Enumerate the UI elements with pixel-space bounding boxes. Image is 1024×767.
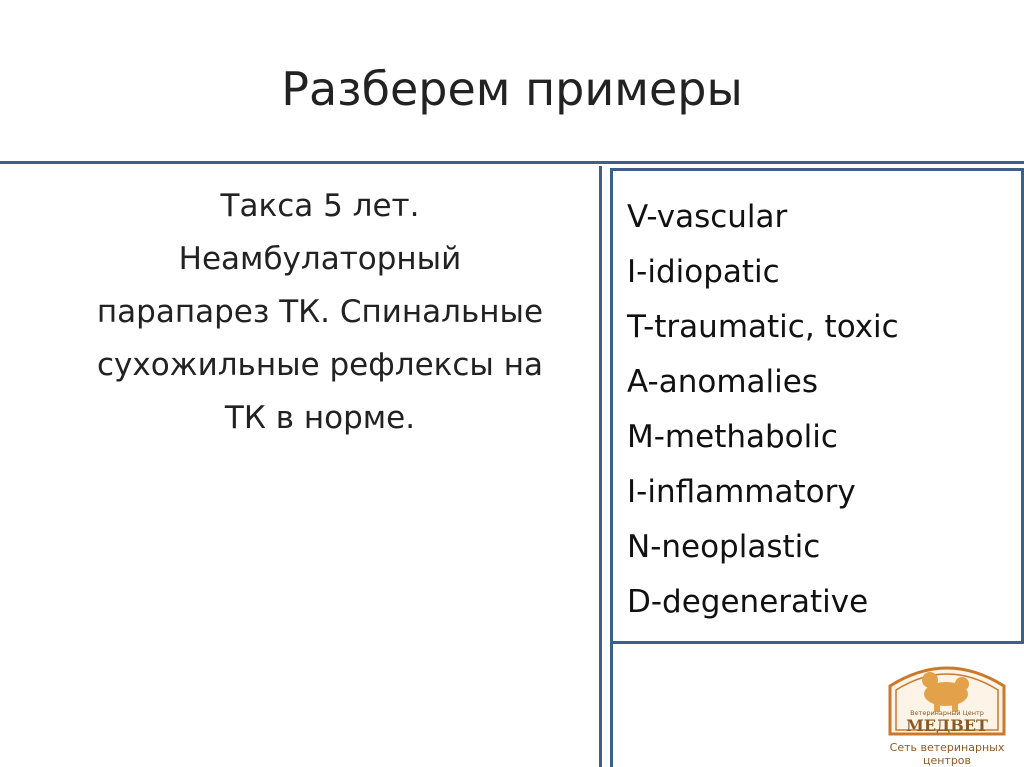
case-description <box>40 180 600 445</box>
logo-top-text: Ветеринарный Центр <box>910 709 984 717</box>
list-item: I-inflammatory <box>627 474 856 510</box>
case-line: парапарез ТК. Спинальные <box>96 294 544 330</box>
logo-caption-line: Сеть ветеринарных <box>889 741 1005 754</box>
list-item: D-degenerative <box>627 584 869 620</box>
list-item: I-idiopatic <box>627 254 780 290</box>
logo-name: МЕДВЕТ <box>906 716 988 735</box>
case-line: ТК в норме. <box>224 400 416 436</box>
list-item: N-neoplastic <box>627 529 821 565</box>
list-item: T-traumatic, toxic <box>627 309 899 345</box>
case-line: Неамбулаторный <box>178 241 462 277</box>
list-item: A-anomalies <box>627 364 818 400</box>
list-item: V-vascular <box>627 199 788 235</box>
divider-line <box>610 644 613 767</box>
list-item: M-methabolic <box>627 419 838 455</box>
slide-title: Разберем примеры <box>281 62 743 116</box>
case-line: сухожильные рефлексы на <box>96 347 544 383</box>
vitamin-d-list <box>627 190 899 630</box>
logo-caption-line: центров <box>922 754 972 767</box>
logo-caption <box>884 741 1010 767</box>
case-line: Такса 5 лет. <box>220 188 420 224</box>
